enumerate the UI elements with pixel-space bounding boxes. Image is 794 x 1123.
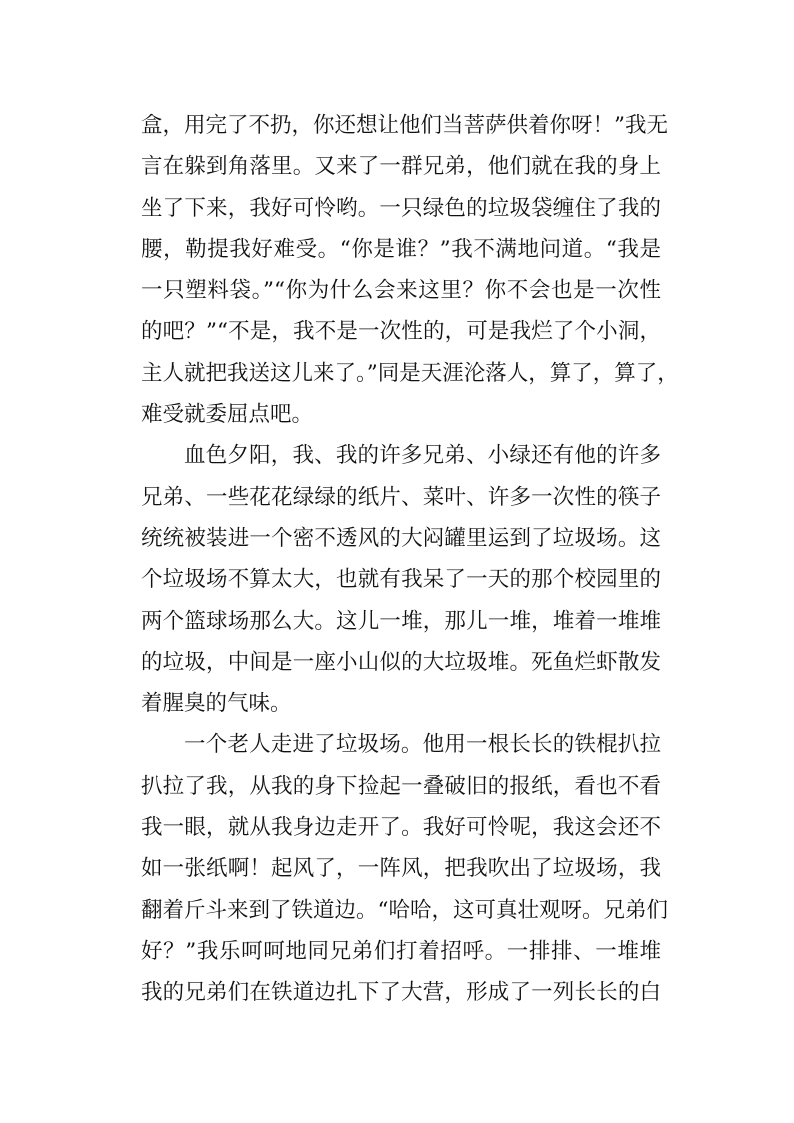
text-line: 盒，用完了不扔，你还想让他们当菩萨供着你呀！”我无 xyxy=(141,113,668,138)
text-line: 翻着斤斗来到了铁道边。“哈哈，这可真壮观呀。兄弟们 xyxy=(141,897,668,923)
text-line: 的垃圾，中间是一座小山似的大垃圾堆。死鱼烂虾散发 xyxy=(141,649,661,675)
paragraph-first-line: 一个老人走进了垃圾场。他用一根长长的铁棍扒拉 xyxy=(184,732,661,758)
text-line: 言在躲到角落里。又来了一群兄弟，他们就在我的身上 xyxy=(141,154,661,180)
text-line: 坐了下来，我好可怜哟。一只绿色的垃圾袋缠住了我的 xyxy=(141,195,661,221)
text-line: 两个篮球场那么大。这儿一堆，那儿一堆，堆着一堆堆 xyxy=(141,608,661,634)
text-line: 我的兄弟们在铁道边扎下了大营，形成了一列长长的白 xyxy=(141,980,661,1006)
text-line: 主人就把我送这儿来了。”同是天涯沦落人，算了，算了， xyxy=(141,360,679,386)
paragraph-first-line: 血色夕阳，我、我的许多兄弟、小绿还有他的许多 xyxy=(184,443,661,469)
text-line: 个垃圾场不算太大，也就有我呆了一天的那个校园里的 xyxy=(141,567,661,593)
text-line: 统统被装进一个密不透风的大闷罐里运到了垃圾场。这 xyxy=(141,525,661,551)
text-line: 我一眼，就从我身边走开了。我好可怜呢，我这会还不 xyxy=(141,815,661,841)
text-line: 好？”我乐呵呵地同兄弟们打着招呼。一排排、一堆堆 xyxy=(141,938,661,964)
text-line: 一只塑料袋。”“你为什么会来这里？你不会也是一次性 xyxy=(141,278,661,304)
text-line: 难受就委屈点吧。 xyxy=(141,402,314,428)
text-line: 兄弟、一些花花绿绿的纸片、菜叶、许多一次性的筷子 xyxy=(141,484,661,510)
text-line: 扒拉了我，从我的身下捡起一叠破旧的报纸，看也不看 xyxy=(141,773,661,799)
text-line: 如一张纸啊！起风了，一阵风，把我吹出了垃圾场，我 xyxy=(141,856,661,882)
text-line: 腰，勒提我好难受。“你是谁？”我不满地问道。“我是 xyxy=(141,236,661,262)
text-line: 着腥臭的气味。 xyxy=(141,691,292,717)
body-text xyxy=(141,105,679,1014)
text-line: 的吧？”“不是，我不是一次性的，可是我烂了个小洞， xyxy=(141,319,661,345)
